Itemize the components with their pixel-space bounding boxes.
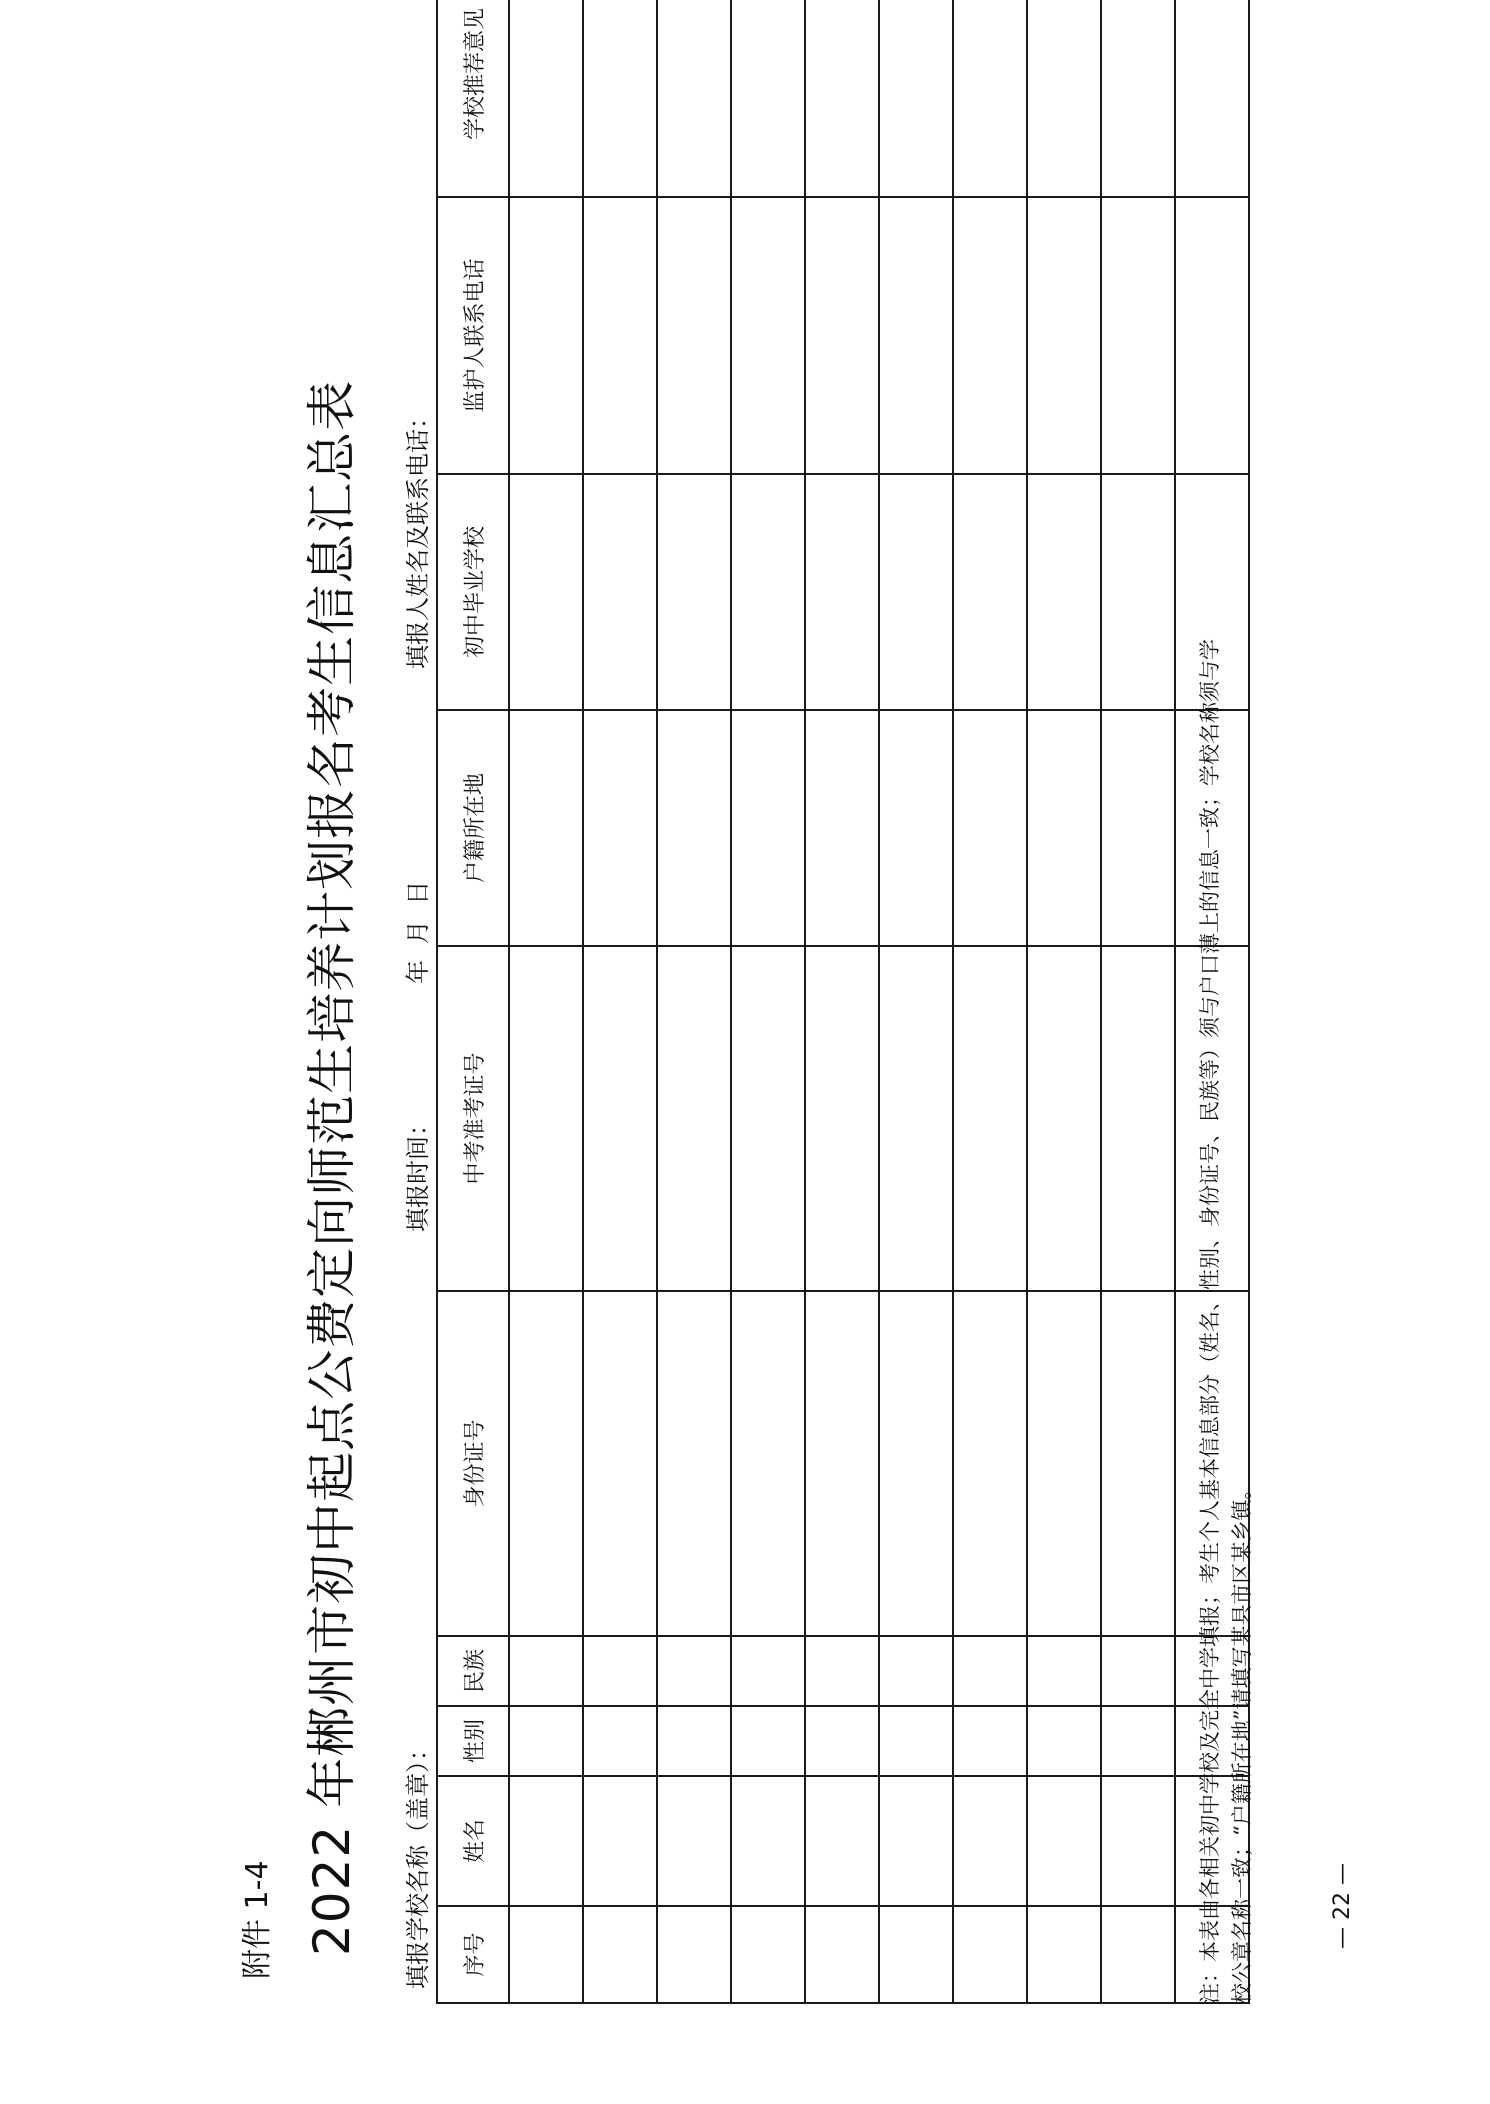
- table-cell: [1027, 1906, 1101, 2003]
- column-header: 户籍所在地: [437, 710, 509, 946]
- table-cell: [509, 1291, 583, 1636]
- table-cell: [1101, 946, 1175, 1291]
- table-cell: [657, 1906, 731, 2003]
- filler-contact-label: 填报人姓名及联系电话：: [404, 405, 432, 669]
- table-cell: [953, 1291, 1027, 1636]
- table-cell: [657, 197, 731, 474]
- table-cell: [879, 197, 953, 474]
- table-cell: [509, 710, 583, 946]
- table-cell: [953, 1776, 1027, 1906]
- column-header: 初中毕业学校: [437, 474, 509, 710]
- table-cell: [1101, 0, 1175, 197]
- table-cell: [953, 1636, 1027, 1706]
- column-header: 姓名: [437, 1776, 509, 1906]
- table-cell: [731, 1291, 805, 1636]
- table-cell: [657, 0, 731, 197]
- table-cell: [805, 1776, 879, 1906]
- table-cell: [657, 1706, 731, 1776]
- table-row: [657, 0, 731, 2003]
- column-header: 序号: [437, 1906, 509, 2003]
- page-number: — 22 —: [1330, 1863, 1355, 1949]
- table-cell: [1101, 1636, 1175, 1706]
- table-cell: [1175, 197, 1249, 474]
- table-cell: [657, 1291, 731, 1636]
- table-cell: [509, 1906, 583, 2003]
- table-cell: [953, 1906, 1027, 2003]
- table-cell: [1027, 1706, 1101, 1776]
- table-cell: [805, 1706, 879, 1776]
- table-cell: [805, 474, 879, 710]
- table-cell: [953, 1706, 1027, 1776]
- table-cell: [731, 946, 805, 1291]
- table-cell: [509, 197, 583, 474]
- table-cell: [583, 1636, 657, 1706]
- fill-date-label: 填报时间：: [404, 1112, 432, 1232]
- table-cell: [805, 1636, 879, 1706]
- table-cell: [879, 1291, 953, 1636]
- table-cell: [731, 1706, 805, 1776]
- table-cell: [583, 197, 657, 474]
- table-cell: [583, 0, 657, 197]
- table-row: [1101, 0, 1175, 2003]
- table-cell: [805, 1906, 879, 2003]
- table-cell: [657, 946, 731, 1291]
- table-cell: [1101, 1906, 1175, 2003]
- table-cell: [731, 1776, 805, 1906]
- table-cell: [1101, 197, 1175, 474]
- table-cell: [583, 1776, 657, 1906]
- table-cell: [1101, 474, 1175, 710]
- page-title: 2022 年郴州市初中起点公费定向师范生培养计划报名考生信息汇总表: [303, 379, 361, 1956]
- note-line: 校公章名称一致；“户籍所在地”请填写某县市区某乡镇。: [1230, 1478, 1254, 2004]
- table-row: [509, 0, 583, 2003]
- table-cell: [583, 1706, 657, 1776]
- table-cell: [1027, 946, 1101, 1291]
- table-cell: [1101, 1706, 1175, 1776]
- table-cell: [1027, 474, 1101, 710]
- table-cell: [731, 0, 805, 197]
- date-ymd: 年 月 日: [404, 876, 432, 984]
- table-cell: [509, 474, 583, 710]
- column-header: 学校推荐意见: [437, 0, 509, 197]
- table-row: [731, 0, 805, 2003]
- table-cell: [657, 1636, 731, 1706]
- table-row: [879, 0, 953, 2003]
- table-cell: [1101, 710, 1175, 946]
- table-cell: [879, 0, 953, 197]
- table-cell: [509, 1776, 583, 1906]
- table-cell: [1101, 1776, 1175, 1906]
- table-cell: [657, 474, 731, 710]
- table-cell: [805, 0, 879, 197]
- table-cell: [879, 1636, 953, 1706]
- school-name-label: 填报学校名称（盖章）：: [404, 1737, 432, 1989]
- column-header: 民族: [437, 1636, 509, 1706]
- table-cell: [879, 1776, 953, 1906]
- table-cell: [657, 710, 731, 946]
- column-header: 身份证号: [437, 1291, 509, 1636]
- registration-table: [436, 0, 1250, 2004]
- table-cell: [879, 1706, 953, 1776]
- table-cell: [805, 710, 879, 946]
- table-cell: [583, 1906, 657, 2003]
- table-cell: [509, 946, 583, 1291]
- table-body: [509, 0, 1249, 2003]
- table-row: [953, 0, 1027, 2003]
- table-cell: [953, 0, 1027, 197]
- table-cell: [509, 0, 583, 197]
- table-cell: [731, 474, 805, 710]
- table-cell: [1027, 197, 1101, 474]
- table-cell: [583, 474, 657, 710]
- column-header: 中考准考证号: [437, 946, 509, 1291]
- table-cell: [805, 946, 879, 1291]
- table-cell: [509, 1636, 583, 1706]
- table-cell: [879, 710, 953, 946]
- table-cell: [1027, 1291, 1101, 1636]
- column-header: 监护人联系电话: [437, 197, 509, 474]
- table-cell: [731, 1636, 805, 1706]
- column-header: 性别: [437, 1706, 509, 1776]
- attachment-label: 附件 1-4: [240, 1860, 275, 1979]
- table-cell: [731, 1906, 805, 2003]
- table-row: [1027, 0, 1101, 2003]
- table-cell: [1027, 1636, 1101, 1706]
- table-row: [583, 0, 657, 2003]
- table-cell: [731, 197, 805, 474]
- table-cell: [1101, 1291, 1175, 1636]
- table-cell: [953, 197, 1027, 474]
- table-cell: [953, 946, 1027, 1291]
- table-cell: [509, 1706, 583, 1776]
- table-cell: [805, 1291, 879, 1636]
- table-header-row: [437, 0, 509, 2003]
- table-cell: [879, 1906, 953, 2003]
- table-cell: [1027, 1776, 1101, 1906]
- table-cell: [805, 197, 879, 474]
- table-cell: [1027, 0, 1101, 197]
- table-cell: [953, 474, 1027, 710]
- table-cell: [731, 710, 805, 946]
- table-cell: [583, 946, 657, 1291]
- table-cell: [583, 1291, 657, 1636]
- table-cell: [953, 710, 1027, 946]
- table-cell: [1175, 0, 1249, 197]
- table-cell: [1027, 710, 1101, 946]
- note-line: 注：本表由各相关初中学校及完全中学填报；考生个人基本信息部分（姓名、性别、身份证号、民族等）须与户口薄上的信息一致；学校名称须与学: [1198, 639, 1222, 2004]
- table-cell: [879, 946, 953, 1291]
- table-cell: [879, 474, 953, 710]
- table-cell: [583, 710, 657, 946]
- table-row: [805, 0, 879, 2003]
- table-cell: [657, 1776, 731, 1906]
